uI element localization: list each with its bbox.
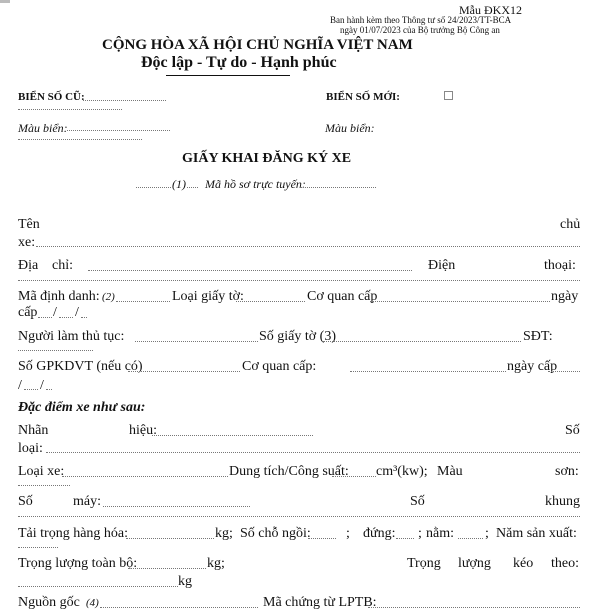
doc-type-field[interactable] [236, 301, 305, 302]
issue-date-label: ngày [551, 289, 579, 304]
tow-weight-unit: kg [178, 574, 192, 589]
date-sep: / [18, 378, 22, 393]
seats-field[interactable] [308, 538, 336, 539]
payload-unit: kg; [215, 526, 233, 541]
license-label: Số GPKDVT (nếu có) [18, 359, 143, 374]
year-label: Năm sản xuất: [496, 526, 577, 541]
tow-weight-label-4: theo: [551, 556, 579, 571]
origin-note: (4) [86, 597, 99, 609]
agent-phone-field[interactable] [18, 350, 93, 351]
brand-label: Nhãn [18, 423, 49, 438]
note-1-field-b [187, 187, 198, 188]
motto-underline [166, 75, 290, 76]
note-1: (1) [172, 177, 186, 191]
brand-label-2: hiệu: [129, 423, 157, 438]
id-note: (2) [102, 291, 115, 303]
old-plate-field[interactable] [83, 100, 166, 101]
agent-phone-label: SĐT: [523, 329, 553, 344]
agent-doc-field[interactable] [323, 341, 521, 342]
date-sep: / [40, 378, 44, 393]
vehicle-type-field[interactable] [62, 476, 228, 477]
tax-code-field[interactable] [368, 607, 580, 608]
license-day-field[interactable] [548, 371, 580, 372]
origin-field[interactable] [100, 607, 258, 608]
brand-field[interactable] [152, 435, 313, 436]
old-plate-label: BIỂN SỐ CŨ: [18, 91, 85, 103]
lying-label: nằm: [426, 526, 454, 541]
engine-number-label: Số [18, 494, 33, 509]
issuer-field[interactable] [370, 301, 550, 302]
owner-name-field[interactable] [36, 246, 580, 247]
issuer-label: Cơ quan cấp [307, 289, 378, 304]
model-label: Số [565, 423, 580, 438]
license-issuer-label: Cơ quan cấp: [242, 359, 317, 374]
date-sep: / [75, 305, 79, 320]
separator: ; [485, 526, 489, 541]
engine-number-field[interactable] [103, 506, 250, 507]
issue-year-field[interactable] [81, 317, 87, 318]
phone-label-2: thoại: [544, 258, 576, 273]
paint-color-field[interactable] [18, 485, 70, 486]
vehicle-heading: Đặc điểm xe như sau: [18, 400, 146, 415]
note-1-field[interactable] [136, 187, 171, 188]
motto: Độc lập - Tự do - Hạnh phúc [141, 54, 337, 71]
owner-name-label: Tên [18, 217, 40, 232]
chassis-number-field[interactable] [18, 516, 580, 517]
nation-heading: CỘNG HÒA XÃ HỘI CHỦ NGHĨA VIỆT NAM [102, 37, 413, 53]
chassis-number-label-2: khung [545, 494, 580, 509]
old-plate-color-field-cont[interactable] [18, 139, 142, 140]
doc-type-label: Loại giấy tờ: [172, 289, 244, 304]
address-label-2: chỉ: [52, 258, 73, 273]
year-field[interactable] [18, 547, 58, 548]
total-weight-label: Trọng lượng toàn bộ: [18, 556, 138, 571]
model-label-2: loại: [18, 441, 43, 456]
owner-name-label-3: xe: [18, 235, 36, 250]
agent-field[interactable] [135, 341, 258, 342]
old-plate-color-field[interactable] [67, 130, 170, 131]
tow-weight-label-2: lượng [458, 556, 491, 571]
tow-weight-label: Trọng [407, 556, 441, 571]
agent-label: Người làm thủ tục: [18, 329, 125, 344]
capacity-field[interactable] [332, 476, 376, 477]
seats-label: Số chỗ ngồi: [240, 526, 311, 541]
engine-number-label-2: máy: [73, 494, 101, 509]
capacity-unit: cm³(kw); [376, 464, 428, 479]
license-field[interactable] [128, 371, 240, 372]
address-field[interactable] [88, 270, 412, 271]
license-date-label: ngày cấp [507, 359, 558, 374]
total-weight-field[interactable] [128, 568, 206, 569]
issue-day-field[interactable] [38, 317, 52, 318]
vehicle-type-label: Loại xe: [18, 464, 65, 479]
issued-by-line-1: Ban hành kèm theo Thông tư số 24/2023/TT-BCA [330, 15, 512, 25]
tax-code-label: Mã chứng từ LPTB: [263, 595, 377, 610]
payload-label: Tải trọng hàng hóa: [18, 526, 129, 541]
page-corner-mark [0, 0, 10, 3]
tow-weight-label-3: kéo [513, 556, 534, 571]
payload-field[interactable] [126, 538, 214, 539]
form-title: GIẤY KHAI ĐĂNG KÝ XE [182, 151, 352, 166]
issue-month-field[interactable] [59, 317, 73, 318]
agent-doc-label: Số giấy tờ (3) [259, 329, 337, 344]
license-issuer-field[interactable] [350, 371, 506, 372]
new-plate-label: BIỂN SỐ MỚI: [326, 91, 400, 103]
capacity-label: Dung tích/Công suất: [229, 464, 349, 479]
paint-color-label-2: sơn: [555, 464, 579, 479]
id-label: Mã định danh: [18, 289, 100, 304]
new-plate-color-label: Màu biển: [325, 121, 375, 135]
lying-field[interactable] [458, 538, 483, 539]
chassis-number-label: Số [410, 494, 425, 509]
license-year-field[interactable] [46, 389, 52, 390]
owner-name-label-2: chủ [560, 217, 581, 232]
separator: ; [346, 526, 350, 541]
separator: ; [418, 526, 422, 541]
online-code-label: Mã hồ sơ trực tuyến: [205, 177, 306, 191]
model-field[interactable] [46, 452, 580, 453]
new-plate-checkbox[interactable] [444, 91, 453, 100]
date-sep: / [53, 305, 57, 320]
total-weight-unit: kg; [207, 556, 225, 571]
issue-date-label-2: cấp [18, 305, 38, 320]
standing-field[interactable] [396, 538, 414, 539]
phone-field[interactable] [18, 280, 580, 281]
standing-label: đứng: [363, 526, 396, 541]
issued-by-line-2: ngày 01/07/2023 của Bộ trưởng Bộ Công an [340, 25, 500, 35]
license-month-field[interactable] [24, 389, 38, 390]
paint-color-label: Màu [437, 464, 463, 479]
online-code-field[interactable] [300, 187, 376, 188]
id-field[interactable] [116, 301, 170, 302]
old-plate-field-cont[interactable] [18, 109, 122, 110]
form-code: Mẫu ĐKX12 [459, 3, 522, 17]
origin-label: Nguồn gốc [18, 595, 80, 610]
tow-weight-field[interactable] [18, 586, 178, 587]
phone-label: Điện [428, 258, 456, 273]
address-label: Địa [18, 258, 39, 273]
old-plate-color-label: Màu biển: [18, 121, 68, 135]
